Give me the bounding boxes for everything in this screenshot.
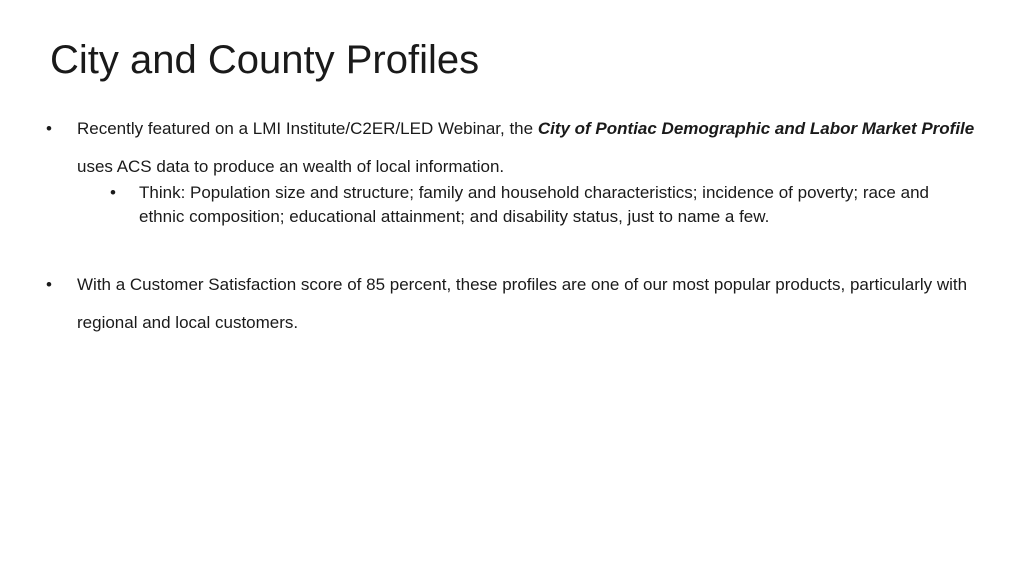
sub-bullet-marker: • (110, 183, 116, 202)
bullet-marker: • (46, 119, 52, 138)
sub-bullet-item (110, 181, 930, 228)
bullet-text-lead: Recently featured on a LMI Institute/C2ER/LED Webinar, the (77, 119, 538, 138)
bullet-text (77, 110, 976, 186)
bullet-text: With a Customer Satisfaction score of 85 percent, these profiles are one of our most popular products, particularly with regional and local customers. (77, 275, 968, 332)
sub-bullet-text: Think: Population size and structure; family and household characteristics; incidence of poverty; race and ethnic composition; educational attainment; and disability status, just to name a few. (139, 183, 929, 226)
bullet-item (46, 266, 976, 342)
bullet-item (46, 110, 976, 186)
profile-name-emphasis: City of Pontiac Demographic and Labor Market Profile (537, 119, 975, 138)
slide-title: City and County Profiles (50, 38, 480, 82)
bullet-text-tail: uses ACS data to produce an wealth of local information. (77, 157, 505, 176)
bullet-marker: • (46, 275, 52, 294)
